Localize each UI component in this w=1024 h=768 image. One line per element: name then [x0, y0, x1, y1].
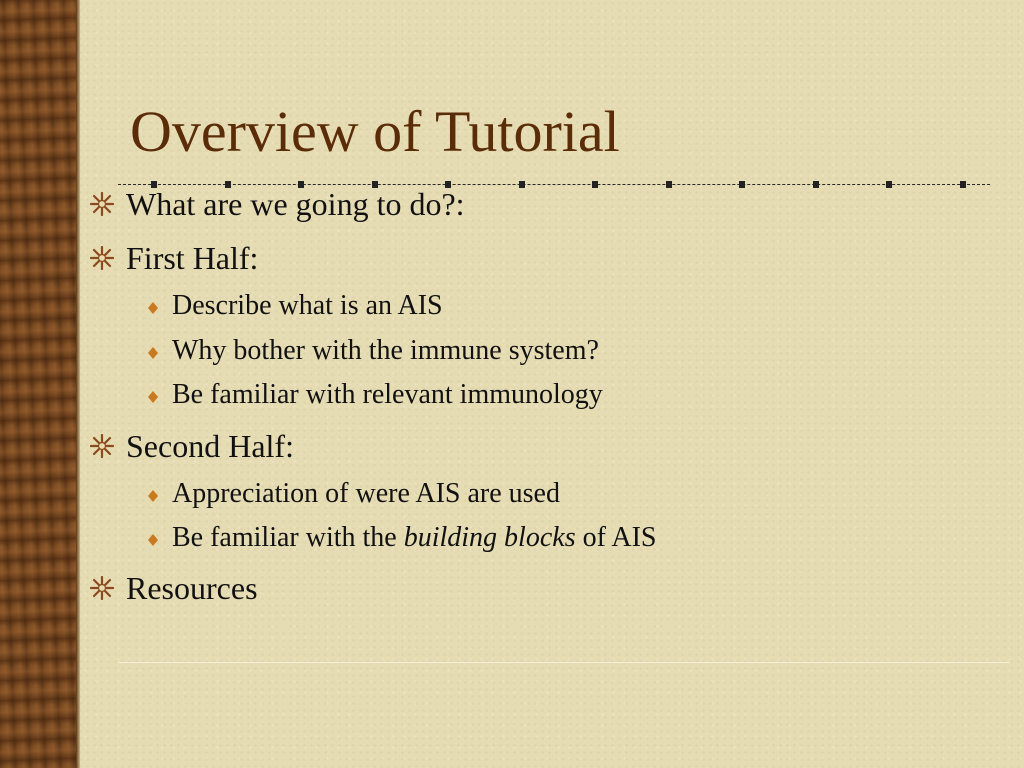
star-burst-icon: [90, 434, 114, 458]
wood-side-panel: [0, 0, 76, 768]
bullet-text: First Half:: [126, 240, 259, 276]
bottom-divider: [118, 662, 1010, 663]
bullet-item-level1: [90, 242, 258, 274]
bullet-item-level1: [90, 572, 258, 604]
bullet-text: Second Half:: [126, 428, 294, 464]
bullet-item-level1: [90, 188, 465, 220]
diamond-icon: [148, 347, 158, 359]
bullet-text: Be familiar with the: [172, 522, 404, 553]
bullet-text: Appreciation of were AIS are used: [172, 478, 560, 509]
star-burst-icon: [90, 246, 114, 270]
diamond-icon: [148, 534, 158, 546]
star-burst-icon: [90, 576, 114, 600]
slide-title: Overview of Tutorial: [130, 99, 620, 164]
bullet-text: Describe what is an AIS: [172, 290, 443, 321]
diamond-icon: [148, 302, 158, 314]
emphasis-text: building blocks: [403, 522, 576, 553]
bullet-text: Resources: [126, 570, 258, 606]
bullet-text: Be familiar with relevant immunology: [172, 379, 603, 410]
diamond-icon: [148, 391, 158, 403]
bullet-item-level2: [90, 337, 599, 365]
wood-panel-edge: [76, 0, 80, 768]
star-burst-icon: [90, 192, 114, 216]
bullet-item-level2: [90, 381, 603, 409]
bullet-item-level2: [90, 480, 560, 508]
bullet-item-level1: [90, 430, 294, 462]
bullet-item-level2: [90, 524, 657, 552]
bullet-text: What are we going to do?:: [126, 186, 465, 222]
bullet-item-level2: [90, 292, 443, 320]
diamond-icon: [148, 490, 158, 502]
bullet-text: of AIS: [575, 522, 657, 553]
bullet-text: Why bother with the immune system?: [172, 335, 599, 366]
